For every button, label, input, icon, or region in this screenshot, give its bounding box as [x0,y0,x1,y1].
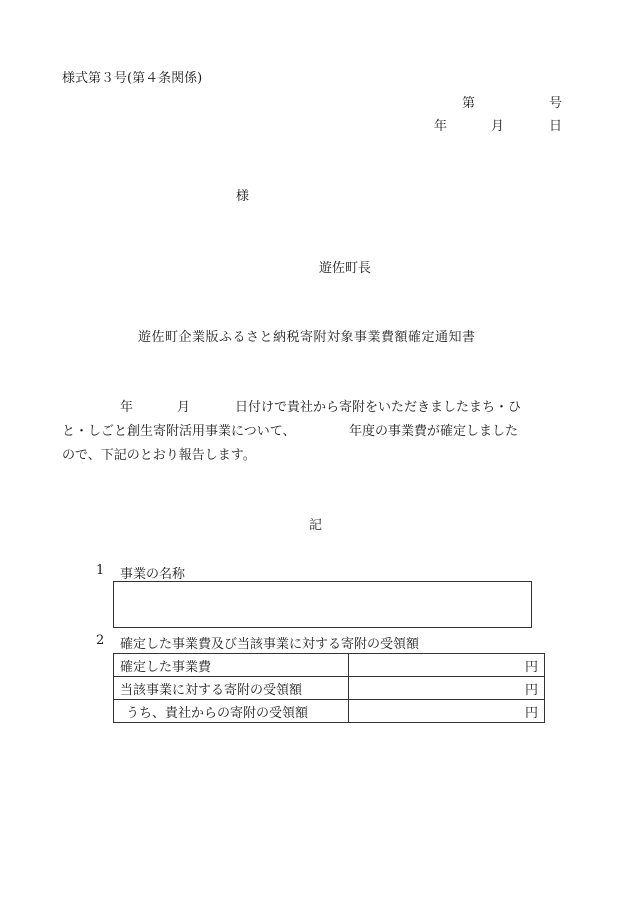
number-suffix: 号 [549,96,563,111]
table-row [114,654,545,677]
form-id: 様式第３号(第４条関係) [62,71,203,86]
body-line2: と・しごと創生寄附活用事業について、 [62,424,296,439]
body-year: 年 [120,400,134,415]
date-day: 日 [549,119,563,134]
body-month: 月 [177,400,191,415]
date-year: 年 [434,119,448,134]
table-row [114,700,545,723]
ki-heading: 記 [309,518,323,533]
date-month: 月 [491,119,505,134]
document-title: 遊佐町企業版ふるさと納税寄附対象事業費額確定通知書 [138,330,476,345]
row-label: うち、貴社からの寄附の受領額 [114,700,349,723]
body-line3: ので、下記のとおり報告します。 [62,448,256,463]
project-name-box[interactable] [113,581,532,628]
section1-number: 1 [96,563,105,578]
section1-label: 事業の名称 [120,567,186,582]
body-line2-tail: 年度の事業費が確定しました [349,424,519,439]
sender: 遊佐町長 [319,261,372,276]
row-label: 当該事業に対する寄附の受領額 [114,677,349,700]
row-value-yen[interactable]: 円 [349,654,545,677]
addressee-honorific: 様 [236,189,250,204]
body-line1: 日付けで貴社から寄附をいただきましたまち・ひ [235,400,522,415]
amount-table [113,653,545,723]
section2-number: 2 [96,633,105,648]
section2-label: 確定した事業費及び当該事業に対する寄附の受領額 [120,637,420,652]
row-label: 確定した事業費 [114,654,349,677]
row-value-yen[interactable]: 円 [349,677,545,700]
row-value-yen[interactable]: 円 [349,700,545,723]
number-prefix: 第 [462,96,476,111]
table-row [114,677,545,700]
